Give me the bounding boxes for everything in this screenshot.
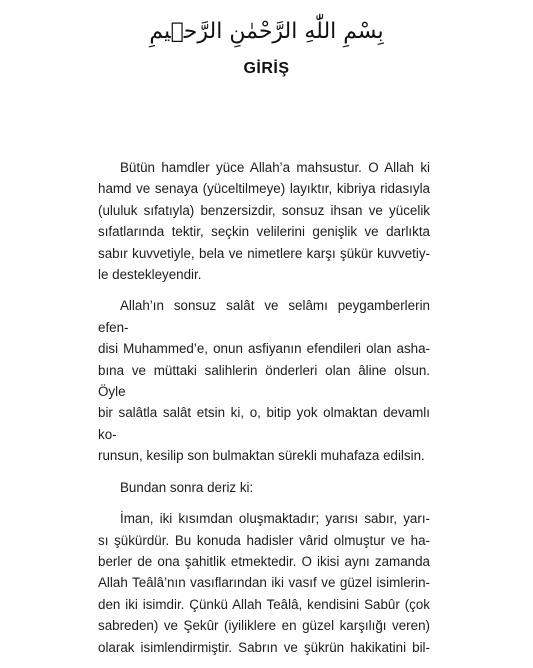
- text-line: sabreden) ve Şekûr (iyiliklere en güzel karşılığı veren): [98, 618, 430, 634]
- text-line: disi Muhammed’e, onun asfiyanın efendileri olan asha-: [98, 341, 430, 357]
- text-line: den iki isimdir. Çünkü Allah Teâlâ, kendisini Sabûr (çok: [98, 596, 430, 612]
- paragraph-4: [98, 508, 430, 658]
- paragraph-3: [98, 477, 430, 498]
- text-line: olarak isimlendirmiştir. Sabrın ve şükrün hakikatini bil-: [98, 639, 430, 655]
- chapter-title: GİRİŞ: [243, 60, 290, 77]
- text-line: bına ve müttaki salihlerin önderleri olan âline olsun. Öyle: [98, 362, 430, 400]
- text-line: sıfatlarında tektir, seçkin velilerini genişlik ve darlıkta: [98, 224, 430, 240]
- text-line: hamd ve senaya (yüceltilmeye) layıktır, kibriya ridasıyla: [98, 181, 430, 197]
- text-line: Bütün hamdler yüce Allah’a mahsustur. O Allah ki: [120, 160, 430, 175]
- text-line: bir salâtla salât etsin ki, o, bitip yok olmaktan devamlı ko-: [98, 405, 430, 442]
- body-text: [98, 157, 430, 668]
- text-line: sabır kuvvetiyle, bela ve nimetlere karşı şükür kuvvetiy-: [98, 245, 430, 261]
- paragraph-1: [98, 157, 430, 285]
- text-line: İman, iki kısımdan oluşmaktadır; yarısı sabır, yarı-: [120, 511, 430, 527]
- text-line: sı şükürdür. Bu konuda hadisler vârid olmuştur ve ha-: [98, 532, 430, 548]
- text-line: berler de ona şahitlik etmektedir. O ikisi aynı zamanda: [98, 553, 430, 569]
- text-line: runsun, kesilip son bulmaktan sürekli muhafaza edilsin.: [98, 448, 425, 464]
- text-line: Bundan sonra deriz ki:: [120, 479, 254, 495]
- text-line: (ululuk sıfatıyla) benzersizdir, sonsuz ihsan ve yücelik: [98, 202, 430, 218]
- text-line: Allah Teâlâ’nın vasıflarından iki vasıf ve güzel isimlerin-: [98, 575, 430, 591]
- text-line: le destekleyendir.: [98, 267, 202, 283]
- text-line: Allah’ın sonsuz salât ve selâmı peygamberlerin efen-: [98, 298, 430, 335]
- basmala-calligraphy: بِسْمِ اللّٰهِ الرَّحْمٰنِ الرَّح۪يمِ: [149, 19, 384, 44]
- paragraph-2: [98, 295, 430, 466]
